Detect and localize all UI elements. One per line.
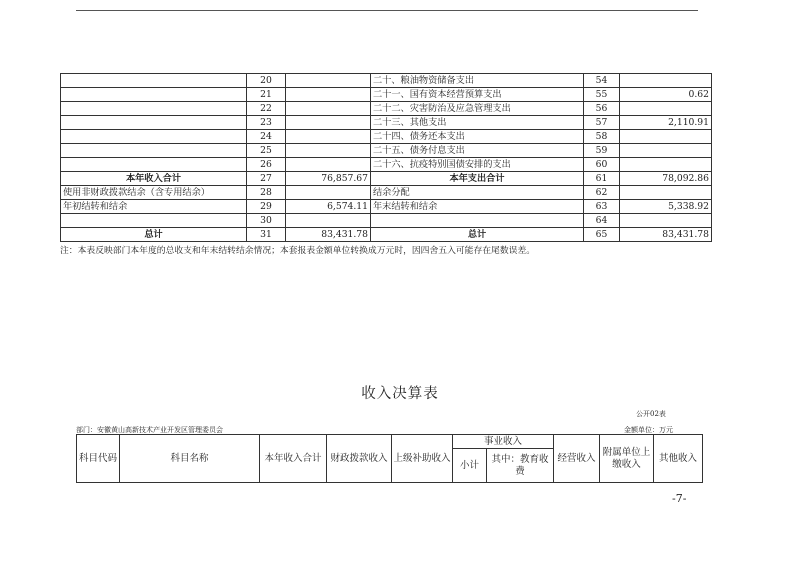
income-amount bbox=[286, 116, 371, 130]
expenditure-amount bbox=[620, 130, 712, 144]
income-amount bbox=[286, 144, 371, 158]
income-amount: 83,431.78 bbox=[286, 228, 371, 242]
header-total-income: 本年收入合计 bbox=[260, 435, 327, 483]
table-row bbox=[61, 214, 712, 228]
expenditure-amount: 0.62 bbox=[620, 88, 712, 102]
header-business-income: 事业收入 bbox=[453, 435, 554, 449]
income-row-number: 31 bbox=[247, 228, 286, 242]
header-affiliated-unit-income: 附属单位上缴收入 bbox=[600, 435, 654, 483]
income-table bbox=[76, 434, 703, 483]
expenditure-amount bbox=[620, 158, 712, 172]
expenditure-amount: 2,110.91 bbox=[620, 116, 712, 130]
income-amount bbox=[286, 186, 371, 200]
header-education-fees: 其中：教育收费 bbox=[487, 449, 554, 483]
expenditure-item: 结余分配 bbox=[371, 186, 584, 200]
expenditure-item: 年末结转和结余 bbox=[371, 200, 584, 214]
income-item: 使用非财政拨款结余（含专用结余） bbox=[61, 186, 247, 200]
header-fiscal-appropriation: 财政拨款收入 bbox=[327, 435, 392, 483]
expenditure-item: 二十四、债务还本支出 bbox=[371, 130, 584, 144]
income-row-number: 25 bbox=[247, 144, 286, 158]
expenditure-amount: 83,431.78 bbox=[620, 228, 712, 242]
expenditure-item: 二十六、抗疫特别国债安排的支出 bbox=[371, 158, 584, 172]
table-row bbox=[61, 74, 712, 88]
table-row bbox=[61, 186, 712, 200]
income-item: 本年收入合计 bbox=[61, 172, 247, 186]
header-subject-code: 科目代码 bbox=[77, 435, 120, 483]
expenditure-amount: 5,338.92 bbox=[620, 200, 712, 214]
expenditure-amount bbox=[620, 186, 712, 200]
expenditure-row-number: 65 bbox=[584, 228, 620, 242]
income-row-number: 20 bbox=[247, 74, 286, 88]
expenditure-row-number: 59 bbox=[584, 144, 620, 158]
income-amount: 6,574.11 bbox=[286, 200, 371, 214]
income-amount bbox=[286, 158, 371, 172]
table-row bbox=[61, 102, 712, 116]
income-item bbox=[61, 158, 247, 172]
table-row bbox=[61, 130, 712, 144]
footnote: 注：本表反映部门本年度的总收支和年末结转结余情况；本套报表金额单位转换成万元时，因四舍五入可能存在尾数误差。 bbox=[60, 246, 536, 256]
table-row bbox=[61, 144, 712, 158]
page-number: -7- bbox=[672, 492, 687, 505]
income-row-number: 24 bbox=[247, 130, 286, 144]
income-item bbox=[61, 88, 247, 102]
income-row-number: 23 bbox=[247, 116, 286, 130]
income-row-number: 21 bbox=[247, 88, 286, 102]
expenditure-row-number: 64 bbox=[584, 214, 620, 228]
department-label: 部门：安徽黄山高新技术产业开发区管理委员会 bbox=[76, 426, 223, 434]
expenditure-row-number: 54 bbox=[584, 74, 620, 88]
expenditure-item: 本年支出合计 bbox=[371, 172, 584, 186]
table-row bbox=[61, 200, 712, 214]
expenditure-item: 二十三、其他支出 bbox=[371, 116, 584, 130]
income-expenditure-summary-table bbox=[60, 73, 712, 242]
income-table-title: 收入决算表 bbox=[361, 386, 439, 402]
income-amount bbox=[286, 74, 371, 88]
expenditure-item: 二十五、债务付息支出 bbox=[371, 144, 584, 158]
header-superior-subsidy: 上级补助收入 bbox=[392, 435, 453, 483]
income-amount bbox=[286, 214, 371, 228]
top-rule bbox=[76, 10, 698, 11]
expenditure-item: 二十一、国有资本经营预算支出 bbox=[371, 88, 584, 102]
header-other-income: 其他收入 bbox=[654, 435, 703, 483]
header-operating-income: 经营收入 bbox=[554, 435, 600, 483]
expenditure-item: 二十二、灾害防治及应急管理支出 bbox=[371, 102, 584, 116]
expenditure-amount bbox=[620, 144, 712, 158]
income-item: 年初结转和结余 bbox=[61, 200, 247, 214]
income-row-number: 22 bbox=[247, 102, 286, 116]
expenditure-row-number: 57 bbox=[584, 116, 620, 130]
expenditure-row-number: 55 bbox=[584, 88, 620, 102]
income-item bbox=[61, 74, 247, 88]
amount-unit-label: 金额单位：万元 bbox=[624, 426, 673, 434]
income-row-number: 30 bbox=[247, 214, 286, 228]
form-number: 公开02表 bbox=[636, 410, 666, 418]
income-amount: 76,857.67 bbox=[286, 172, 371, 186]
income-row-number: 27 bbox=[247, 172, 286, 186]
income-row-number: 26 bbox=[247, 158, 286, 172]
expenditure-row-number: 61 bbox=[584, 172, 620, 186]
income-amount bbox=[286, 130, 371, 144]
income-row-number: 29 bbox=[247, 200, 286, 214]
income-item: 总计 bbox=[61, 228, 247, 242]
expenditure-item: 总计 bbox=[371, 228, 584, 242]
income-row-number: 28 bbox=[247, 186, 286, 200]
income-item bbox=[61, 102, 247, 116]
expenditure-amount bbox=[620, 74, 712, 88]
table-row bbox=[61, 172, 712, 186]
income-item bbox=[61, 130, 247, 144]
expenditure-row-number: 62 bbox=[584, 186, 620, 200]
header-subject-name: 科目名称 bbox=[120, 435, 260, 483]
expenditure-row-number: 63 bbox=[584, 200, 620, 214]
income-amount bbox=[286, 88, 371, 102]
header-subtotal: 小计 bbox=[453, 449, 487, 483]
table-row bbox=[61, 88, 712, 102]
expenditure-amount: 78,092.86 bbox=[620, 172, 712, 186]
income-item bbox=[61, 214, 247, 228]
expenditure-row-number: 58 bbox=[584, 130, 620, 144]
income-item bbox=[61, 116, 247, 130]
table-row bbox=[61, 228, 712, 242]
table-row bbox=[61, 116, 712, 130]
expenditure-amount bbox=[620, 214, 712, 228]
income-amount bbox=[286, 102, 371, 116]
expenditure-item: 二十、粮油物资储备支出 bbox=[371, 74, 584, 88]
expenditure-row-number: 56 bbox=[584, 102, 620, 116]
table-row bbox=[61, 158, 712, 172]
expenditure-item bbox=[371, 214, 584, 228]
expenditure-row-number: 60 bbox=[584, 158, 620, 172]
expenditure-amount bbox=[620, 102, 712, 116]
income-item bbox=[61, 144, 247, 158]
